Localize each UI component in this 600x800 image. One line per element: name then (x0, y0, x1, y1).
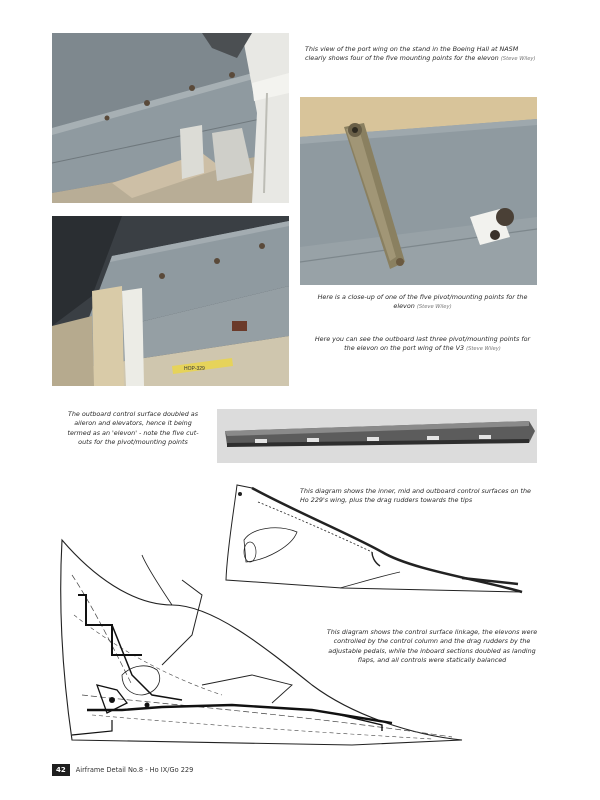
caption-outboard-points-credit: (Steve Wiley) (466, 346, 501, 353)
caption-outboard-points (310, 335, 535, 355)
page-footer (52, 764, 193, 776)
caption-pivot-closeup (310, 293, 535, 313)
caption-wing-stand (305, 45, 537, 65)
page-number: 42 (52, 764, 70, 776)
caption-linkage-diagram-text: This diagram shows the control surface linkage, the elevons were controlled by the control column and the drag rudders by the adjustable pedals, while the inboard sections doubled as landing flaps, and all controls were statically balanced (326, 628, 538, 665)
caption-linkage-diagram (326, 628, 538, 666)
caption-control-surface (62, 410, 204, 448)
photo-elevon (217, 409, 537, 463)
caption-wing-stand-credit: (Steve Wiley) (500, 56, 536, 63)
caption-outboard-points-text: Here you can see the outboard last three pivot/mounting points for the elevon on the port wing of the V3 (314, 335, 531, 353)
photo-pivot-closeup (300, 97, 537, 285)
caption-wing-stand-text: This view of the port wing on the stand in the Boeing Hall at NASM clearly shows four of the five mounting points for the elevon (305, 45, 519, 63)
photo-outboard-points (52, 216, 289, 386)
photo-wing-on-stand (52, 33, 289, 203)
caption-control-surface-text: The outboard control surface doubled as aileron and elevators, hence it being termed as an 'elevon' - note the five cut-outs for the pivot/mounting points (67, 410, 199, 447)
caption-pivot-closeup-text: Here is a close-up of one of the five pivot/mounting points for the elevon (317, 293, 528, 311)
caption-control-surfaces-diagram-text: This diagram shows the inner, mid and outboard control surfaces on the Ho 229's wing, plus the drag rudders towards the tips (300, 487, 531, 505)
caption-pivot-closeup-credit: (Steve Wiley) (416, 304, 452, 311)
publication-title: Airframe Detail No.8 - Ho IX/Go 229 (75, 766, 194, 774)
caption-control-surfaces-diagram (300, 487, 537, 506)
stand-label: HOP-329 (184, 366, 205, 372)
